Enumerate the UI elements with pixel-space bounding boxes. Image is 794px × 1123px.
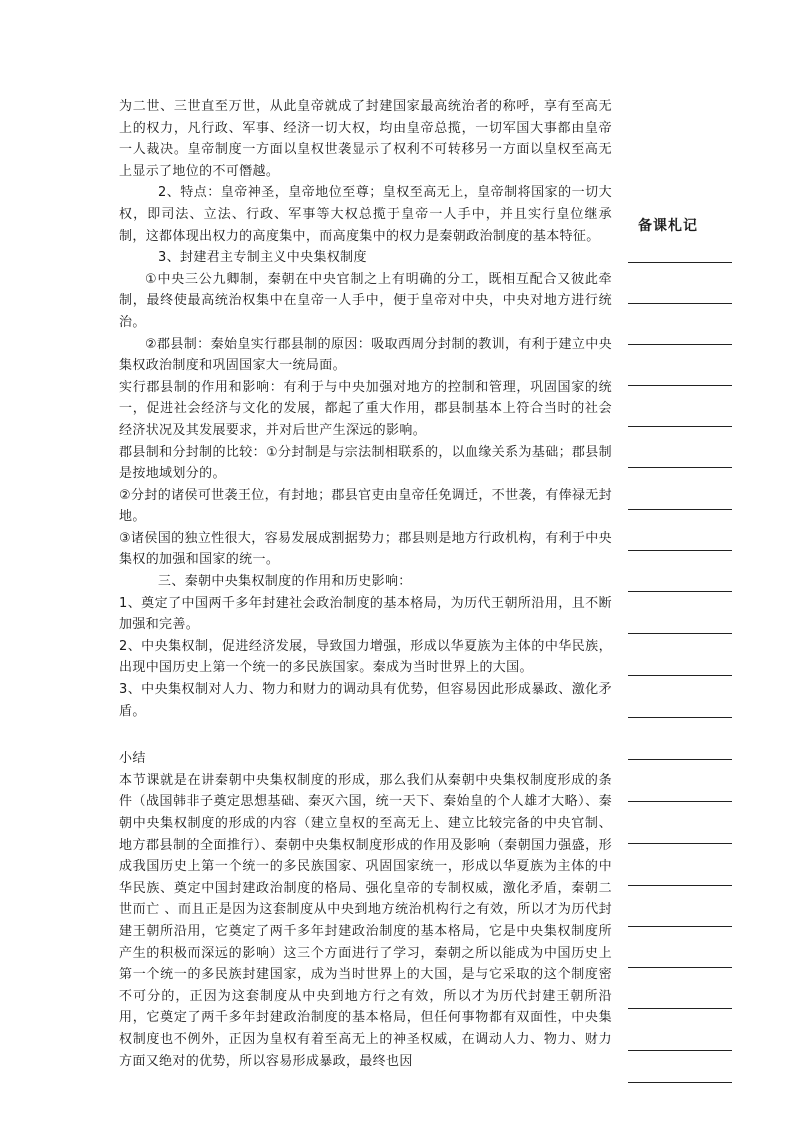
note-line bbox=[628, 717, 732, 718]
paragraph-impact-2: 2、中央集权制，促进经济发展，导致国力增强，形成以华夏族为主体的中华民族，出现中国历史上第一个统一的多民族国家。秦成为当时世界上的大国。 bbox=[119, 638, 612, 676]
paragraph-comparison-1: 郡县制和分封制的比较：①分封制是与宗法制相联系的，以血缘关系为基础；郡县制是按地域划分的。 bbox=[119, 444, 612, 482]
note-line bbox=[628, 467, 732, 468]
paragraph-comparison-2: ②分封的诸侯可世袭王位，有封地；郡县官吏由皇帝任免调迁，不世袭，有俸禄无封地。 bbox=[119, 487, 612, 525]
paragraph-prefecture-county: ②郡县制：秦始皇实行郡县制的原因：吸取西周分封制的教训，有利于建立中央集权政治制度和巩固国家大一统局面。 bbox=[119, 336, 612, 374]
paragraph-comparison-3: ③诸侯国的独立性很大，容易发展成割据势力；郡县则是地方行政机构，有利于中央集权的加强和国家的统一。 bbox=[119, 530, 612, 568]
note-line bbox=[628, 426, 732, 427]
note-line bbox=[628, 843, 732, 844]
note-line bbox=[628, 591, 732, 592]
summary-heading: 小结 bbox=[119, 751, 146, 767]
paragraph-impact-1: 1、奠定了中国两千多年封建社会政治制度的基本格局，为历代王朝所沿用，且不断加强和完善。 bbox=[119, 595, 612, 633]
blank-line bbox=[119, 722, 612, 748]
note-line bbox=[628, 801, 732, 802]
note-line bbox=[628, 550, 732, 551]
lesson-notes-title: 备课札记 bbox=[638, 218, 698, 234]
note-line bbox=[628, 1050, 732, 1051]
note-line bbox=[628, 967, 732, 968]
note-line bbox=[628, 303, 732, 304]
note-line bbox=[628, 633, 732, 634]
note-line bbox=[628, 759, 732, 760]
note-line bbox=[628, 385, 732, 386]
note-line bbox=[628, 509, 732, 510]
paragraph-three-lords-nine-ministers: ①中央三公九卿制，秦朝在中央官制之上有明确的分工，既相互配合又彼此牵制，最终使最高统治权集中在皇帝一人手中，便于皇帝对中央，中央对地方进行统治。 bbox=[119, 271, 612, 330]
note-line bbox=[628, 675, 732, 676]
note-line bbox=[628, 1082, 732, 1083]
note-line bbox=[628, 1008, 732, 1009]
note-line bbox=[628, 262, 732, 263]
paragraph-impact-3: 3、中央集权制对人力、物力和财力的调动具有优势，但容易因此形成暴政、激化矛盾。 bbox=[119, 682, 612, 719]
note-line bbox=[628, 926, 732, 927]
paragraph-characteristics: 2、特点：皇帝神圣，皇帝地位至尊；皇权至高无上，皇帝制将国家的一切大权，即司法、立法、行政、军事等大权总揽于皇帝一人手中，并且实行皇位继承制，这都体现出权力的高度集中，而高度集中的权力是秦朝政治制度的基本特征。 bbox=[119, 185, 612, 244]
note-line bbox=[628, 344, 732, 345]
heading-historical-impact: 三、秦朝中央集权制度的作用和历史影响： bbox=[158, 574, 412, 590]
summary-paragraph: 本节课就是在讲秦朝中央集权制度的形成，那么我们从秦朝中央集权制度形成的条件（战国韩非子奠定思想基础、秦灭六国，统一天下、秦始皇的个人雄才大略）、秦朝中央集权制度的形成的内容（建立皇权的至高无上、建立比较完备的中央官制、地方郡县制的全面推行）、秦朝中央集权制度形成的作用及影响（秦朝国力强盛，形成我国历史上第一个统一的多民族国家、巩固国家统一，形成以华夏族为主体的中华民族、奠定中国封建政治制度的格局、强化皇帝的专制权威，激化矛盾，秦朝二世而亡 、而且正是因为这套制度从中央到地方统治机构行之有效，所以才为历代封建王朝所沿用，它奠定了两千多年封建政治制度的基本格局，它是中央集权制度所产生的积极而深远的影响）这三个方面进行了学习，秦朝之所以能成为中国历史上第一个统一的多民族封建国家，成为当时世界上的大国，是与它采取的这个制度密不可分的，正因为这套制度从中央到地方行之有效，所以才为历代封建王朝所沿用，它奠定了两千多年封建政治制度的基本格局，但任何事物都有双面性，中央集权制度也不例外，正因为皇权有着至高无上的神圣权威，在调动人力、物力、财力方面又绝对的优势，所以容易形成暴政，最终也因 bbox=[119, 772, 612, 1069]
heading-autocracy-system: 3、封建君主专制主义中央集权制度 bbox=[158, 250, 367, 266]
paragraph-emperor-title: 为二世、三世直至万世，从此皇帝就成了封建国家最高统治者的称呼，享有至高无上的权力，凡行政、军事、经济一切大权，均由皇帝总揽，一切军国大事都由皇帝一人裁决。皇帝制度一方面以皇权世袭显示了权利不可转移另一方面以皇权至高无上显示了地位的不可僭越。 bbox=[119, 99, 612, 179]
main-text-column bbox=[119, 96, 612, 1072]
note-line bbox=[628, 885, 732, 886]
paragraph-prefecture-effects: 实行郡县制的作用和影响：有利于与中央加强对地方的控制和管理，巩固国家的统一，促进社会经济与文化的发展，都起了重大作用，郡县制基本上符合当时的社会经济状况及其发展要求，并对后世产生深远的影响。 bbox=[119, 379, 612, 438]
